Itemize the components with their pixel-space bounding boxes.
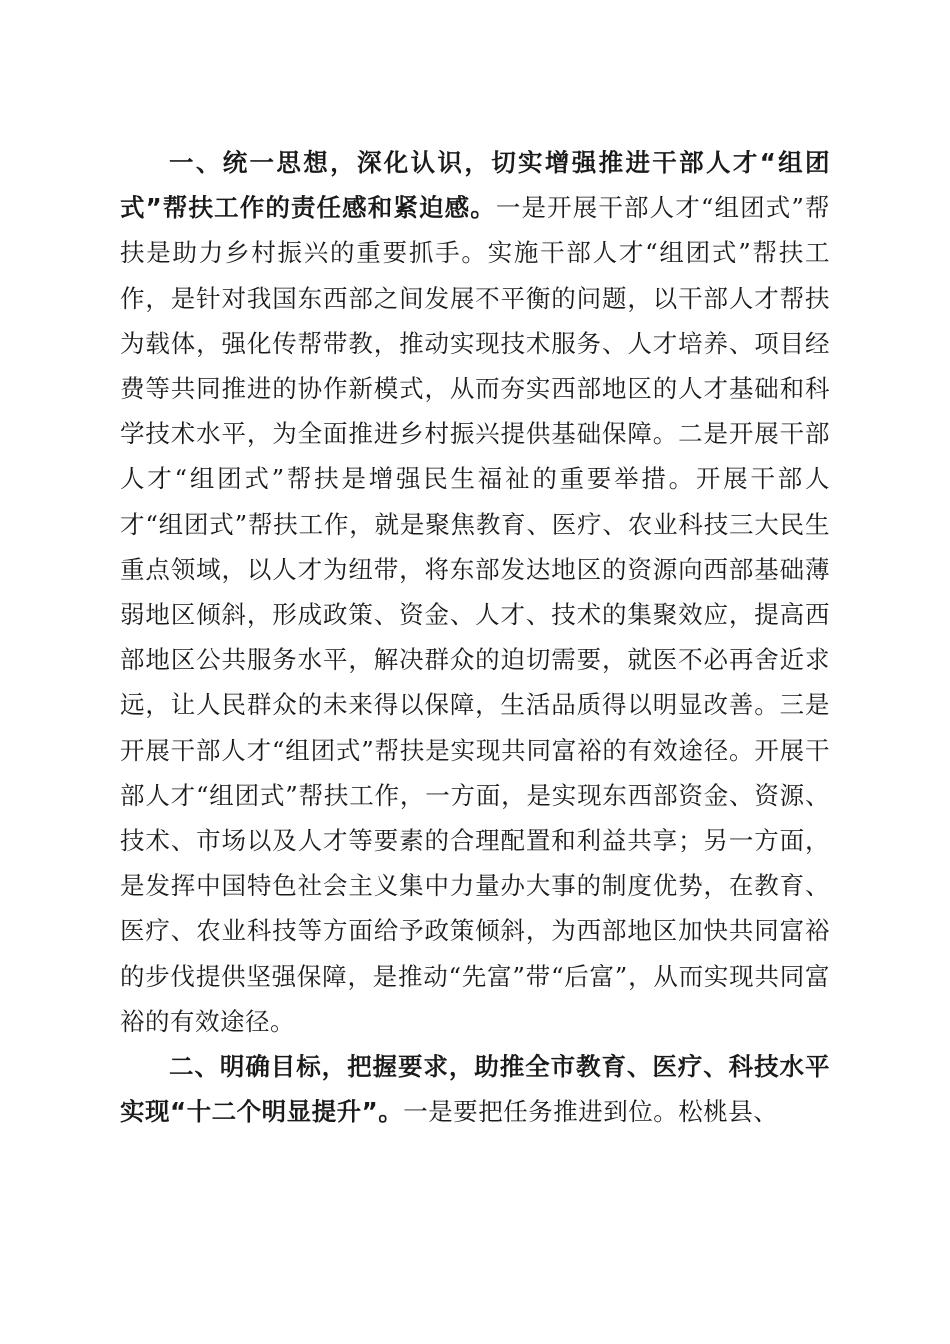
section-2-body: 一是要把任务推进到位。松桃县、: [403, 1097, 779, 1127]
document-body: [120, 140, 830, 1134]
paragraph-section-2: [120, 1044, 830, 1134]
section-2-heading: 二、明确目标，把握要求，助推全市教育、医疗、科技水平实现“十二个明显提升”。: [120, 1052, 830, 1127]
section-1-heading: 一、统一思想，深化认识，切实增强推进干部人才“组团式”帮扶工作的责任感和紧迫感。: [120, 148, 830, 223]
section-1-body: 一是开展干部人才“组团式”帮扶是助力乡村振兴的重要抓手。实施干部人才“组团式”帮扶工作，是针对我国东西部之间发展不平衡的问题，以干部人才帮扶为载体，强化传帮带教，推动实现技术服务、人才培养、项目经费等共同推进的协作新模式，从而夯实西部地区的人才基础和科学技术水平，为全面推进乡村振兴提供基础保障。二是开展干部人才“组团式”帮扶是增强民生福祉的重要举措。开展干部人才“组团式”帮扶工作，就是聚焦教育、医疗、农业科技三大民生重点领域，以人才为纽带，将东部发达地区的资源向西部基础薄弱地区倾斜，形成政策、资金、人才、技术的集聚效应，提高西部地区公共服务水平，解决群众的迫切需要，就医不必再舍近求远，让人民群众的未来得以保障，生活品质得以明显改善。三是开展干部人才“组团式”帮扶是实现共同富裕的有效途径。开展干部人才“组团式”帮扶工作，一方面，是实现东西部资金、资源、技术、市场以及人才等要素的合理配置和利益共享；另一方面，是发挥中国特色社会主义集中力量办大事的制度优势，在教育、医疗、农业科技等方面给予政策倾斜，为西部地区加快共同富裕的步伐提供坚强保障，是推动“先富”带“后富”，从而实现共同富裕的有效途径。: [120, 193, 830, 1036]
paragraph-section-1: [120, 140, 830, 1044]
